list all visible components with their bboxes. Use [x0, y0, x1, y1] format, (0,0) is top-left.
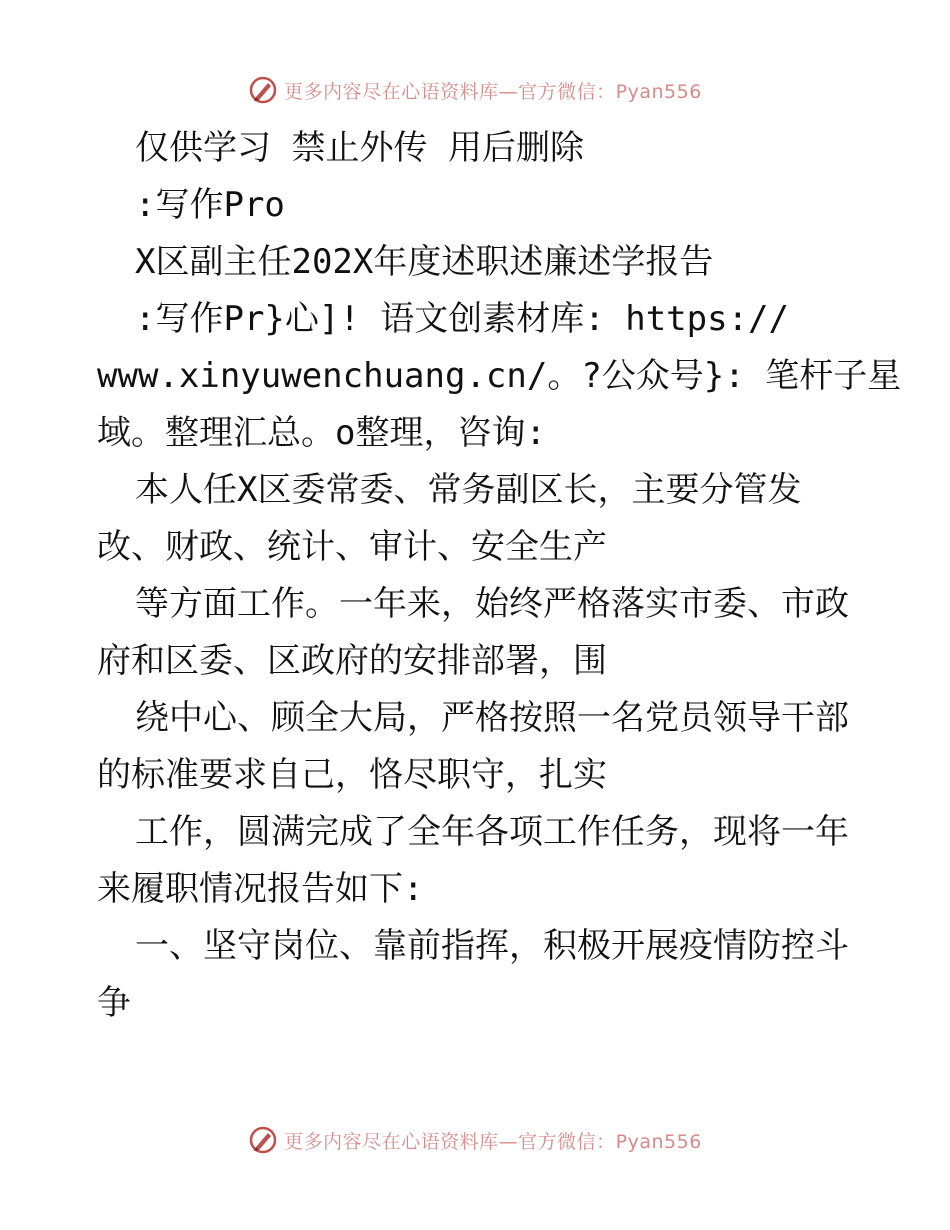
- watermark-text: 更多内容尽在心语资料库—官方微信：Pyan556: [284, 1130, 702, 1153]
- header-watermark: [0, 70, 950, 110]
- text-line: 来履职情况报告如下:: [97, 869, 424, 909]
- text-line: 的标准要求自己，恪尽职守，扎实: [97, 755, 607, 795]
- pen-logo-icon: [248, 1125, 278, 1155]
- text-line: 绕中心、顾全大局，严格按照一名党员领导干部: [135, 698, 849, 738]
- text-line: 仅供学习 禁止外传 用后删除: [135, 128, 584, 168]
- text-line: :写作Pro: [135, 185, 285, 225]
- text-line: 府和区委、区政府的安排部署，围: [97, 641, 607, 681]
- text-line: 本人任X区委常委、常务副区长，主要分管发: [135, 470, 802, 510]
- text-line: :写作Pr}心]! 语文创素材库: https://: [135, 299, 789, 339]
- watermark-text: 更多内容尽在心语资料库—官方微信：Pyan556: [284, 80, 702, 103]
- text-line: 改、财政、统计、审计、安全生产: [97, 527, 607, 567]
- text-line: 一、坚守岗位、靠前指挥，积极开展疫情防控斗: [135, 926, 849, 966]
- text-line: 等方面工作。一年来，始终严格落实市委、市政: [135, 584, 849, 624]
- footer-watermark: [0, 1120, 950, 1160]
- text-line: 争: [97, 983, 131, 1023]
- text-line: www.xinyuwenchuang.cn/。?公众号}: 笔杆子星: [97, 356, 902, 396]
- text-line: 工作，圆满完成了全年各项工作任务，现将一年: [135, 812, 849, 852]
- document-body: [97, 120, 902, 1032]
- text-line: X区副主任202X年度述职述廉述学报告: [135, 242, 714, 282]
- pen-logo-icon: [248, 75, 278, 105]
- text-line: 域。整理汇总。o整理，咨询:: [97, 413, 546, 453]
